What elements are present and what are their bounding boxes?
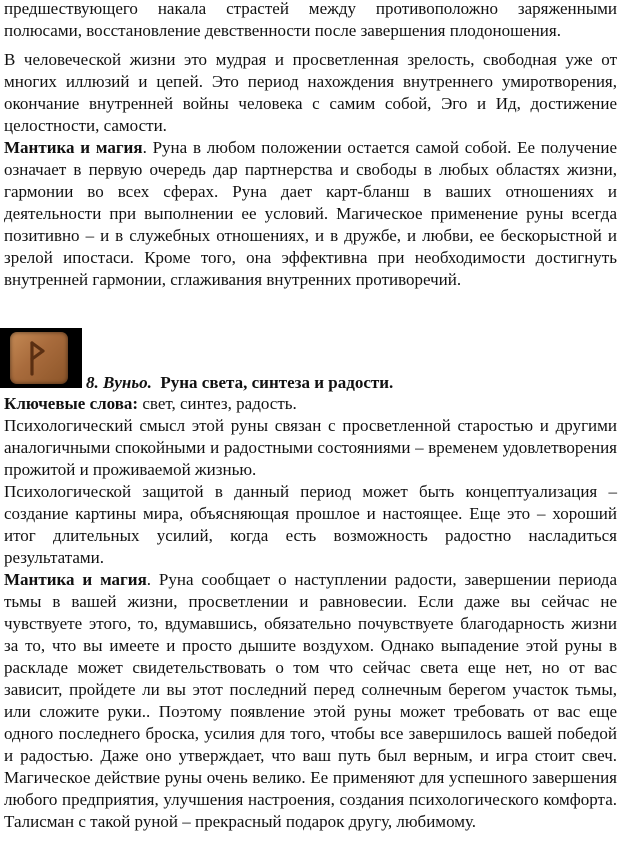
keywords-value: свет, синтез, радость. — [138, 394, 297, 413]
keywords-line — [4, 393, 617, 415]
rune-heading — [4, 328, 617, 396]
paragraph-mantika-1 — [4, 137, 617, 291]
paragraph-mantika-2 — [4, 569, 617, 833]
paragraph-psychological-meaning: Психологический смысл этой руны связан с просветленной старостью и другими аналогичными спокойными и радостными состояниями – временем удовлетворения прожитой и проживаемой жизнью. — [4, 416, 617, 479]
wunjo-rune-tile-icon — [0, 328, 82, 388]
mantika-label: Мантика и магия — [4, 570, 147, 589]
mantika-text: . Руна в любом положении остается самой собой. Ее получение означает в первую очередь дар партнерства и свободы в любых областях жизни, гармонии во всех сферах. Руна дает карт-бланш в ваших отношениях и деятельности при выполнении ее условий. Магическое применение руны всегда позитивно – и в служебных отношениях, и в дружбе, и любви, ее бескорыстной и зрелой ипостаси. Кроме того, она эффективна при необходимости достигнуть внутренней гармонии, сглаживания внутренних противоречий. — [4, 138, 618, 289]
mantika-text: . Руна сообщает о наступлении радости, завершении периода тьмы в вашей жизни, просветлении и равновесии. Если даже вы сейчас не чувствуете этого, то, вдумавшись, обязательно почувствуете благодарность жизни за то, что вы имеете и просто дышите воздухом. Однако выпадение этой руны в раскладе может свидетельствовать о том что сейчас света еще нет, но от вас зависит, пройдете ли вы этот последний перед солнечным берегом участок тьмы, или сложите руки.. Поэтому появление этой руны может требовать от вас еще одного последнего броска, усилия для того, чтобы все завершилось вашей победой и радостью. Даже оно утверждает, что ваш путь был верным, и игра стоит свеч. Магическое действие руны очень велико. Ее применяют для успешного завершения любого предприятия, улучшения настроения, создания психологического комфорта. Талисман с такой руной – прекрасный подарок другу, любимому. — [4, 570, 618, 831]
rune-title — [86, 372, 393, 394]
rune-number-name: 8. Вуньо. — [86, 373, 152, 392]
paragraph-psychological-defense: Психологической защитой в данный период может быть концептуализация – создание картины мира, объясняющая прошлое и настоящее. Еще это – хороший итог длительных усилий, когда есть возможность радостно насладиться результатами. — [4, 482, 617, 567]
document-page — [4, 0, 617, 833]
paragraph-continuation: предшествующего накала страстей между противоположно заряженными полюсами, восстановление девственности после завершения плодоношения. — [4, 0, 617, 40]
keywords-label: Ключевые слова: — [4, 394, 139, 413]
paragraph-maturity: В человеческой жизни это мудрая и просветленная зрелость, свободная уже от многих иллюзий и цепей. Это период нахождения внутреннего умиротворения, окончание внутренней войны человека с самим собой, Эго и Ид, достижение целостности, самости. — [4, 50, 617, 135]
rune-subtitle: Руна света, синтеза и радости. — [160, 373, 394, 392]
mantika-label: Мантика и магия — [4, 138, 143, 157]
